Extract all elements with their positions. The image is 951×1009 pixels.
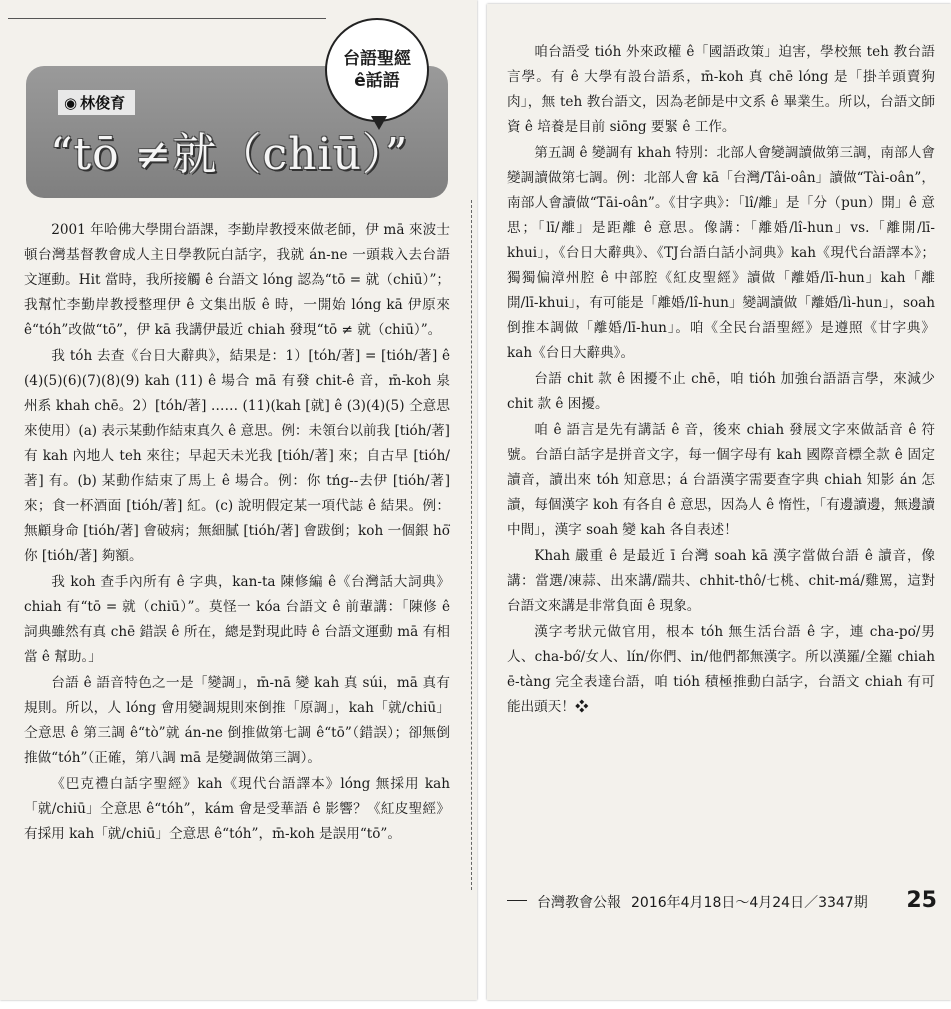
page-number: 25 xyxy=(906,888,937,913)
top-rule xyxy=(8,18,326,19)
badge-line-2: ê話語 xyxy=(354,71,400,91)
paragraph: 台語 ê 語音特色之一是「變調」，m̄-nā 變 kah 真 súi，mā 真有規則。所以，人 lóng 會用變調規則來倒推「原調」，kah「就/chiū」仝意思 ê 第三調 ê“tò”就 án-ne 倒推做第七調 ê“tō”（錯誤）；卻無倒推做“tóh”（正確，第八調 mā 是變調做第三調）。 xyxy=(24,675,450,766)
paragraph: 2001 年哈佛大學開台語課，李勤岸教授來做老師，伊 mā 來波士頓台灣基督教會成人主日學教阮白話字，我就 án-ne 一頭栽入去台語文運動。Hit 當時，我所接觸 ê 台語文 lóng 認為“tō = 就（chiū）”；我幫忙李勤岸教授整理伊 ê 文集出版 ê 時，一開始 lóng kā 伊原來 ê“tóh”改做“tō”，伊 kā 我講伊最近 chiah 發現“tō ≠ 就（chiū）”。 xyxy=(24,222,450,338)
paragraph: 《巴克禮白話字聖經》kah《現代台語譯本》lóng 無採用 kah「就/chiū」仝意思 ê“tóh”，kám 會是受華語 ê 影響？《紅皮聖經》有採用 kah「就/chiū」仝意思 ê“tóh”，m̄-koh 是誤用“tō”。 xyxy=(24,776,450,842)
paragraph: 咱 ê 語言是先有講話 ê 音，後來 chiah 發展文字來做話音 ê 符號。台語白話字是拼音文字，每一個字母有 kah 國際音標全款 ê 固定讀音，讀出來 tóh 知意思；á 台語漢字需要查字典 chiah 知影 án 怎讀，每個漢字 koh 有各自 ê 意思，因為人 ê 惰性，「有邊讀邊，無邊讀中間」，漢字 soah 變 kah 各自表述！ xyxy=(507,422,935,538)
headline: “tō ≠就（chiū）” xyxy=(50,129,409,180)
footer-rule xyxy=(507,900,527,901)
author-name: 林俊育 xyxy=(80,94,126,112)
column-badge xyxy=(325,18,429,122)
badge-line-1: 台語聖經 xyxy=(343,49,411,69)
paragraph: 我 tóh 去查《台日大辭典》，結果是：1）[tóh/著] = [tióh/著] ê (4)(5)(6)(7)(8)(9) kah (11) ê 場合 mā 有發 chit-ê 音，m̄-koh 泉州系 khah chē。2）[tóh/著] …… (11)(kah [就] ê (3)(4)(5) 仝意思來使用）(a) 表示某動作結束真久 ê 意思。例：未領台以前我 [tióh/著] 有 kah 內地人 teh 來往；早起天未光我 [tióh/著] 來；自古早 [tióh/著] 有。(b) 某動作結束了馬上 ê 場合。例：你 tńg--去伊 [tióh/著] 來；食一杯酒面 [tióh/著] 紅。(c) 說明假定某一項代誌 ê 結果。例：無顧身命 [tióh/著] 會破病；無細膩 [tióh/著] 會跋倒；koh 一個銀 hō͘ 你 [tióh/著] 夠額。 xyxy=(24,348,450,564)
issue-date: 2016年4月18日～4月24日／3347期 xyxy=(631,895,868,911)
left-column xyxy=(24,218,450,847)
paragraph: 漢字考狀元做官用，根本 tóh 無生活台語 ê 字，連 cha-po͘/男人、cha-bó͘/女人、lín/你們、in/他們都無漢字。所以漢羅/全羅 chiah ē-tàng 完全表達台語，咱 tióh 積極推動白話字，台語文 chiah 有可能出頭天！❖ xyxy=(507,624,935,715)
publication-name: 台灣教會公報 xyxy=(537,895,621,911)
bullet-icon: ◉ xyxy=(64,94,78,112)
right-column xyxy=(507,40,935,720)
paragraph: 台語 chit 款 ê 困擾不止 chē，咱 tióh 加強台語語言學，來減少 chit 款 ê 困擾。 xyxy=(507,371,935,412)
paragraph: 咱台語受 tióh 外來政權 ê「國語政策」迫害，學校無 teh 教台語言學。有 ê 大學有設台語系，m̄-koh 真 chē lóng 是「掛羊頭賣狗肉」，無 teh 教台語文，因為老師是中文系 ê 畢業生。所以，台語文師資 ê 培養是目前 siōng 要緊 ê 工作。 xyxy=(507,44,935,135)
paragraph: Khah 嚴重 ê 是最近 ī 台灣 soah kā 漢字當做台語 ê 讀音，像講：當選/凍蒜、出來講/踹共、chhit-thô/七桃、chit-má/雞罵，這對台語文來講是非常負面 ê 現象。 xyxy=(507,548,935,614)
column-divider xyxy=(471,200,472,890)
paragraph: 第五調 ê 變調有 khah 特別：北部人會變調讀做第三調，南部人會變調讀做第七調。例：北部人會 kā「台灣/Tâi-oân」讀做“Tài-oân”，南部人會讀做“Tāi-oân”。《甘字典》：「lî/離」是「分（pun）開」ê 意思；「lī/離」是距離 ê 意思。像講：「離婚/lî-hun」vs.「離開/lī-khui」，《台日大辭典》、《TJ台語白話小詞典》kah《現代台語譯本》；獨獨偏漳州腔 ê 中部腔《紅皮聖經》讀做「離婚/lī-hun」kah「離開/lī-khui」，有可能是「離婚/lî-hun」變調讀做「離婚/lì-hun」，soah 倒推本調做「離婚/lī-hun」。咱《全民台語聖經》是遵照《甘字典》kah《台日大辭典》。 xyxy=(507,145,935,361)
author-tag xyxy=(58,90,135,115)
paragraph: 我 koh 查手內所有 ê 字典，kan-ta 陳修編 ê《台灣話大詞典》chiah 有“tō = 就（chiū）”。莫怪一 kóa 台語文 ê 前輩講：「陳修 ê 詞典雖然有真 chē 錯誤 ê 所在，總是對現此時 ê 台語文運動 mā 有相當 ê 幫助。」 xyxy=(24,574,450,665)
page-footer xyxy=(507,888,937,913)
